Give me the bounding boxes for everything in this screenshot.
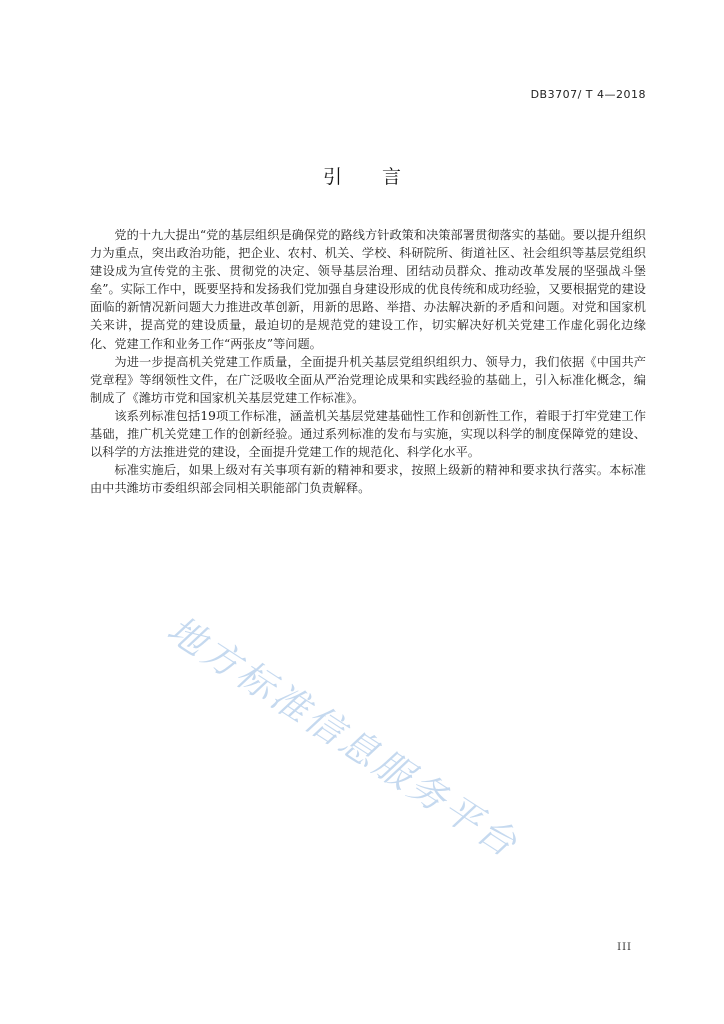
- page-number: III: [617, 942, 632, 953]
- paragraph-1: 党的十九大提出“党的基层组织是确保党的路线方针政策和决策部署贯彻落实的基础。要以提升组织力为重点，突出政治功能，把企业、农村、机关、学校、科研院所、街道社区、社会组织等基层党组织建设成为宣传党的主张、贯彻党的决定、领导基层治理、团结动员群众、推动改革发展的坚强战斗堡垒”。实际工作中，既要坚持和发扬我们党加强自身建设形成的优良传统和成功经验，又要根据党的建设面临的新情况新问题大力推进改革创新，用新的思路、举措、办法解决新的矛盾和问题。对党和国家机关来讲，提高党的建设质量，最迫切的是规范党的建设工作，切实解决好机关党建工作虚化弱化边缘化、党建工作和业务工作“两张皮”等问题。: [90, 228, 646, 351]
- paragraph-4: 标准实施后，如果上级对有关事项有新的精神和要求，按照上级新的精神和要求执行落实。本标准由中共潍坊市委组织部会同相关职能部门负责解释。: [90, 463, 646, 496]
- introduction-body: [90, 226, 646, 497]
- title-char-2: 言: [382, 166, 402, 188]
- title-char-1: 引: [322, 166, 342, 188]
- watermark: 地方标准信息服务平台: [159, 607, 527, 867]
- document-code: DB3707/ T 4—2018: [530, 88, 646, 101]
- section-title: [0, 162, 724, 189]
- paragraph-3: 该系列标准包括19项工作标准，涵盖机关基层党建基础性工作和创新性工作，着眼于打牢党建工作基础，推广机关党建工作的创新经验。通过系列标准的发布与实施，实现以科学的制度保障党的建设、以科学的方法推进党的建设，全面提升党建工作的规范化、科学化水平。: [90, 408, 646, 460]
- paragraph-2: 为进一步提高机关党建工作质量，全面提升机关基层党组织组织力、领导力，我们依据《中国共产党章程》等纲领性文件，在广泛吸收全面从严治党理论成果和实践经验的基础上，引入标准化概念，编制成了《潍坊市党和国家机关基层党建工作标准》。: [90, 354, 646, 405]
